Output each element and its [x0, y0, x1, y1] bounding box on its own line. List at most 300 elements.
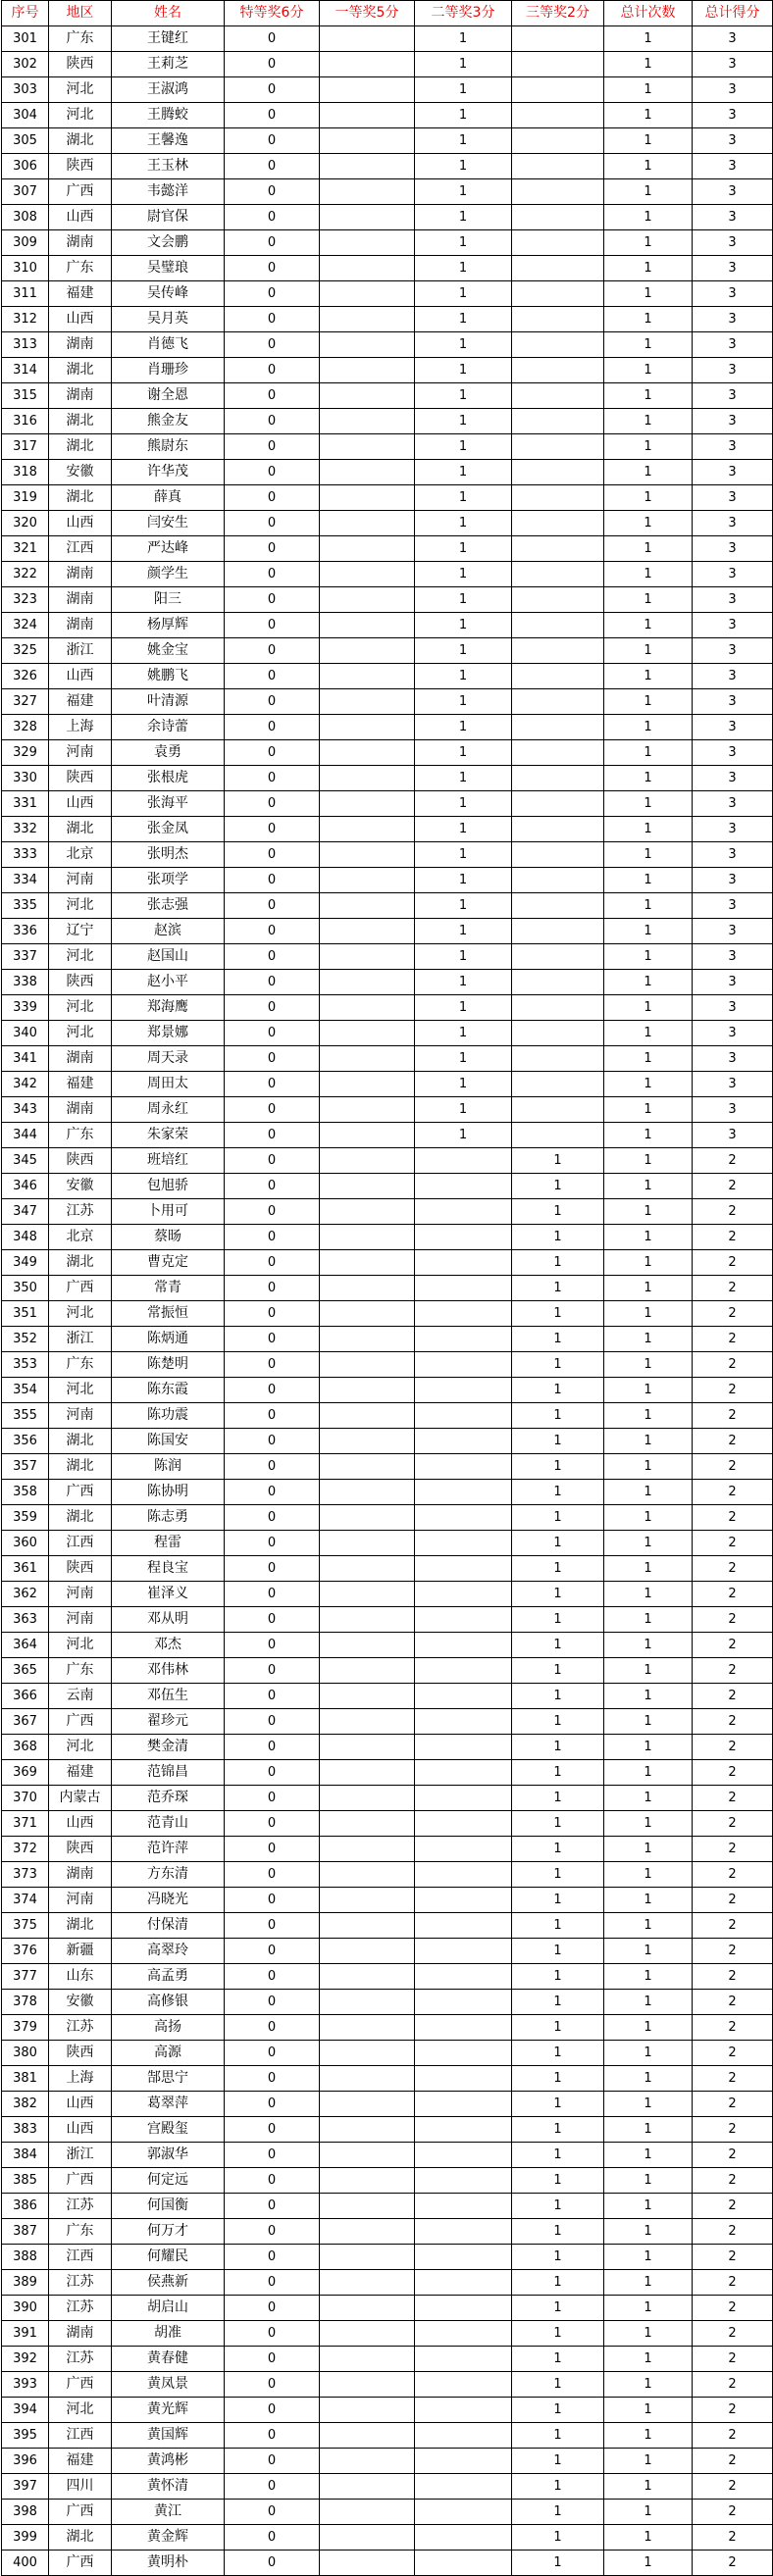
cell-total-count: 1 [604, 26, 693, 52]
cell-region: 北京 [49, 842, 112, 868]
cell-total-score: 3 [693, 842, 773, 868]
cell-first-prize [320, 1786, 415, 1811]
table-row [2, 1760, 773, 1786]
cell-region: 河南 [49, 1888, 112, 1913]
cell-total-score: 2 [693, 1862, 773, 1888]
cell-third-prize [512, 281, 604, 307]
cell-third-prize: 1 [512, 2398, 604, 2423]
table-row [2, 358, 773, 383]
cell-total-score: 3 [693, 817, 773, 842]
header-region: 地区 [49, 1, 112, 26]
cell-third-prize: 1 [512, 1658, 604, 1684]
cell-total-count: 1 [604, 2296, 693, 2321]
cell-special-prize: 0 [225, 154, 320, 179]
cell-third-prize: 1 [512, 1429, 604, 1454]
cell-second-prize [415, 2066, 512, 2092]
cell-total-count: 1 [604, 332, 693, 358]
cell-total-score: 3 [693, 766, 773, 791]
cell-first-prize [320, 1531, 415, 1556]
cell-first-prize [320, 1735, 415, 1760]
cell-special-prize: 0 [225, 562, 320, 587]
cell-total-count: 1 [604, 2270, 693, 2296]
cell-region: 江西 [49, 2245, 112, 2270]
cell-third-prize [512, 1097, 604, 1123]
cell-region: 广东 [49, 1123, 112, 1148]
cell-third-prize [512, 638, 604, 664]
cell-second-prize [415, 2117, 512, 2143]
cell-special-prize: 0 [225, 2449, 320, 2474]
cell-first-prize [320, 2143, 415, 2168]
cell-first-prize [320, 2398, 415, 2423]
cell-serial-number: 312 [2, 307, 49, 332]
table-row [2, 434, 773, 460]
cell-name: 邓伟林 [112, 1658, 225, 1684]
cell-total-score: 2 [693, 1607, 773, 1633]
cell-region: 河北 [49, 2398, 112, 2423]
cell-special-prize: 0 [225, 587, 320, 613]
cell-first-prize [320, 1148, 415, 1174]
cell-third-prize: 1 [512, 2219, 604, 2245]
cell-total-score: 3 [693, 128, 773, 154]
table-row [2, 1250, 773, 1276]
cell-total-score: 2 [693, 1276, 773, 1301]
cell-special-prize: 0 [225, 1913, 320, 1939]
cell-serial-number: 323 [2, 587, 49, 613]
cell-region: 山西 [49, 307, 112, 332]
cell-special-prize: 0 [225, 2398, 320, 2423]
cell-total-count: 1 [604, 1352, 693, 1378]
table-row [2, 2270, 773, 2296]
cell-special-prize: 0 [225, 995, 320, 1021]
cell-serial-number: 385 [2, 2168, 49, 2194]
cell-total-score: 3 [693, 230, 773, 256]
cell-third-prize [512, 766, 604, 791]
cell-serial-number: 397 [2, 2474, 49, 2500]
table-row [2, 766, 773, 791]
cell-first-prize [320, 1072, 415, 1097]
cell-total-count: 1 [604, 230, 693, 256]
cell-second-prize: 1 [415, 817, 512, 842]
cell-special-prize: 0 [225, 52, 320, 77]
cell-total-score: 3 [693, 358, 773, 383]
cell-special-prize: 0 [225, 893, 320, 919]
table-row [2, 1378, 773, 1403]
cell-special-prize: 0 [225, 715, 320, 740]
table-row [2, 1097, 773, 1123]
cell-second-prize: 1 [415, 842, 512, 868]
cell-serial-number: 400 [2, 2551, 49, 2576]
cell-first-prize [320, 358, 415, 383]
cell-total-score: 3 [693, 179, 773, 205]
cell-total-score: 2 [693, 2551, 773, 2576]
cell-region: 湖北 [49, 128, 112, 154]
cell-total-count: 1 [604, 638, 693, 664]
cell-serial-number: 331 [2, 791, 49, 817]
cell-special-prize: 0 [225, 766, 320, 791]
cell-total-count: 1 [604, 1888, 693, 1913]
cell-total-count: 1 [604, 409, 693, 434]
cell-region: 湖北 [49, 817, 112, 842]
cell-third-prize: 1 [512, 1531, 604, 1556]
cell-total-count: 1 [604, 740, 693, 766]
cell-second-prize: 1 [415, 613, 512, 638]
cell-third-prize: 1 [512, 2117, 604, 2143]
cell-serial-number: 393 [2, 2372, 49, 2398]
cell-third-prize: 1 [512, 2321, 604, 2347]
cell-third-prize: 1 [512, 2347, 604, 2372]
cell-third-prize: 1 [512, 2449, 604, 2474]
cell-third-prize [512, 842, 604, 868]
cell-third-prize: 1 [512, 1709, 604, 1735]
cell-name: 黄明朴 [112, 2551, 225, 2576]
cell-special-prize: 0 [225, 1837, 320, 1862]
cell-special-prize: 0 [225, 1301, 320, 1327]
cell-total-count: 1 [604, 1607, 693, 1633]
cell-total-score: 3 [693, 1046, 773, 1072]
cell-special-prize: 0 [225, 1225, 320, 1250]
cell-total-score: 2 [693, 2474, 773, 2500]
cell-total-count: 1 [604, 128, 693, 154]
header-row [2, 1, 773, 26]
cell-special-prize: 0 [225, 2270, 320, 2296]
cell-third-prize [512, 128, 604, 154]
table-row [2, 1633, 773, 1658]
cell-special-prize: 0 [225, 205, 320, 230]
cell-first-prize [320, 1607, 415, 1633]
cell-serial-number: 341 [2, 1046, 49, 1072]
cell-third-prize: 1 [512, 1913, 604, 1939]
cell-name: 闫安生 [112, 511, 225, 536]
table-row [2, 1480, 773, 1505]
table-row [2, 230, 773, 256]
cell-total-score: 3 [693, 995, 773, 1021]
cell-total-count: 1 [604, 2551, 693, 2576]
cell-special-prize: 0 [225, 77, 320, 103]
cell-first-prize [320, 485, 415, 511]
table-row [2, 1939, 773, 1964]
cell-first-prize [320, 256, 415, 281]
cell-total-count: 1 [604, 1250, 693, 1276]
cell-first-prize [320, 893, 415, 919]
cell-total-score: 2 [693, 2296, 773, 2321]
cell-second-prize: 1 [415, 562, 512, 587]
cell-second-prize [415, 2296, 512, 2321]
cell-special-prize: 0 [225, 409, 320, 434]
cell-special-prize: 0 [225, 1148, 320, 1174]
table-row [2, 893, 773, 919]
cell-region: 辽宁 [49, 919, 112, 944]
cell-third-prize [512, 1123, 604, 1148]
cell-name: 陈炳通 [112, 1327, 225, 1352]
table-row [2, 383, 773, 409]
cell-region: 湖南 [49, 1862, 112, 1888]
table-row [2, 1021, 773, 1046]
cell-serial-number: 357 [2, 1454, 49, 1480]
cell-region: 湖北 [49, 1429, 112, 1454]
cell-serial-number: 307 [2, 179, 49, 205]
cell-name: 王淑鸿 [112, 77, 225, 103]
cell-second-prize [415, 1174, 512, 1199]
cell-serial-number: 347 [2, 1199, 49, 1225]
cell-total-count: 1 [604, 1199, 693, 1225]
cell-serial-number: 389 [2, 2270, 49, 2296]
table-row [2, 2500, 773, 2525]
table-row [2, 868, 773, 893]
cell-third-prize [512, 613, 604, 638]
cell-second-prize: 1 [415, 868, 512, 893]
cell-total-count: 1 [604, 358, 693, 383]
cell-region: 江苏 [49, 2194, 112, 2219]
header-total-score: 总计得分 [693, 1, 773, 26]
cell-serial-number: 340 [2, 1021, 49, 1046]
cell-name: 胡准 [112, 2321, 225, 2347]
cell-region: 江苏 [49, 2270, 112, 2296]
cell-total-score: 3 [693, 613, 773, 638]
cell-third-prize: 1 [512, 2296, 604, 2321]
cell-total-score: 2 [693, 1709, 773, 1735]
cell-special-prize: 0 [225, 1684, 320, 1709]
cell-third-prize: 1 [512, 1327, 604, 1352]
cell-first-prize [320, 1939, 415, 1964]
cell-third-prize: 1 [512, 2015, 604, 2041]
cell-first-prize [320, 2551, 415, 2576]
cell-second-prize [415, 1352, 512, 1378]
cell-region: 湖南 [49, 613, 112, 638]
cell-third-prize: 1 [512, 1837, 604, 1862]
cell-total-count: 1 [604, 2398, 693, 2423]
cell-serial-number: 328 [2, 715, 49, 740]
cell-total-count: 1 [604, 715, 693, 740]
cell-serial-number: 339 [2, 995, 49, 1021]
cell-third-prize [512, 689, 604, 715]
cell-region: 河北 [49, 1301, 112, 1327]
cell-total-count: 1 [604, 919, 693, 944]
cell-total-score: 3 [693, 689, 773, 715]
table-row [2, 1658, 773, 1684]
cell-total-score: 2 [693, 1556, 773, 1582]
cell-serial-number: 387 [2, 2219, 49, 2245]
cell-region: 四川 [49, 2474, 112, 2500]
cell-total-score: 2 [693, 2321, 773, 2347]
cell-name: 王腾蛟 [112, 103, 225, 128]
cell-total-score: 2 [693, 2423, 773, 2449]
cell-second-prize: 1 [415, 26, 512, 52]
cell-serial-number: 311 [2, 281, 49, 307]
table-row [2, 562, 773, 587]
cell-region: 湖南 [49, 1046, 112, 1072]
cell-region: 陕西 [49, 1556, 112, 1582]
cell-first-prize [320, 26, 415, 52]
cell-region: 广东 [49, 26, 112, 52]
cell-total-count: 1 [604, 1531, 693, 1556]
cell-region: 湖南 [49, 332, 112, 358]
cell-total-score: 3 [693, 77, 773, 103]
cell-second-prize [415, 2398, 512, 2423]
cell-special-prize: 0 [225, 1276, 320, 1301]
table-row [2, 2015, 773, 2041]
cell-total-score: 2 [693, 1378, 773, 1403]
cell-second-prize [415, 2551, 512, 2576]
cell-first-prize [320, 536, 415, 562]
cell-serial-number: 384 [2, 2143, 49, 2168]
cell-special-prize: 0 [225, 2347, 320, 2372]
table-row [2, 1990, 773, 2015]
cell-region: 江苏 [49, 1199, 112, 1225]
cell-third-prize [512, 740, 604, 766]
cell-special-prize: 0 [225, 791, 320, 817]
cell-total-count: 1 [604, 434, 693, 460]
cell-second-prize [415, 2041, 512, 2066]
cell-third-prize: 1 [512, 1990, 604, 2015]
cell-total-count: 1 [604, 817, 693, 842]
table-row [2, 1684, 773, 1709]
cell-name: 张项学 [112, 868, 225, 893]
cell-third-prize: 1 [512, 2168, 604, 2194]
cell-region: 湖南 [49, 383, 112, 409]
cell-special-prize: 0 [225, 511, 320, 536]
cell-total-score: 3 [693, 791, 773, 817]
cell-region: 陕西 [49, 766, 112, 791]
cell-second-prize: 1 [415, 766, 512, 791]
table-row [2, 2372, 773, 2398]
cell-name: 方东清 [112, 1862, 225, 1888]
cell-serial-number: 320 [2, 511, 49, 536]
cell-name: 周田太 [112, 1072, 225, 1097]
cell-region: 福建 [49, 2449, 112, 2474]
cell-second-prize: 1 [415, 919, 512, 944]
cell-total-count: 1 [604, 1556, 693, 1582]
cell-region: 广西 [49, 179, 112, 205]
cell-total-count: 1 [604, 2117, 693, 2143]
cell-region: 河南 [49, 1607, 112, 1633]
cell-third-prize [512, 460, 604, 485]
cell-region: 山西 [49, 1811, 112, 1837]
cell-total-count: 1 [604, 2092, 693, 2117]
table-row [2, 1531, 773, 1556]
cell-third-prize: 1 [512, 2551, 604, 2576]
cell-name: 叶清源 [112, 689, 225, 715]
cell-special-prize: 0 [225, 358, 320, 383]
cell-total-count: 1 [604, 1582, 693, 1607]
cell-serial-number: 338 [2, 970, 49, 995]
cell-second-prize: 1 [415, 485, 512, 511]
cell-third-prize: 1 [512, 1633, 604, 1658]
cell-second-prize: 1 [415, 179, 512, 205]
cell-second-prize [415, 2245, 512, 2270]
cell-special-prize: 0 [225, 638, 320, 664]
cell-special-prize: 0 [225, 2219, 320, 2245]
cell-second-prize [415, 1301, 512, 1327]
cell-name: 余诗蕾 [112, 715, 225, 740]
cell-serial-number: 330 [2, 766, 49, 791]
table-row [2, 2449, 773, 2474]
cell-second-prize [415, 2194, 512, 2219]
cell-name: 肖珊珍 [112, 358, 225, 383]
cell-first-prize [320, 1684, 415, 1709]
table-row [2, 1837, 773, 1862]
cell-third-prize: 1 [512, 1888, 604, 1913]
table-row [2, 1811, 773, 1837]
cell-special-prize: 0 [225, 1097, 320, 1123]
cell-third-prize [512, 791, 604, 817]
cell-total-score: 2 [693, 1811, 773, 1837]
cell-total-score: 2 [693, 1990, 773, 2015]
cell-total-count: 1 [604, 1480, 693, 1505]
table-row [2, 1735, 773, 1760]
cell-region: 湖南 [49, 2321, 112, 2347]
table-row [2, 817, 773, 842]
cell-special-prize: 0 [225, 536, 320, 562]
cell-region: 湖北 [49, 1454, 112, 1480]
cell-serial-number: 308 [2, 205, 49, 230]
cell-name: 赵小平 [112, 970, 225, 995]
cell-special-prize: 0 [225, 332, 320, 358]
cell-serial-number: 379 [2, 2015, 49, 2041]
cell-third-prize [512, 358, 604, 383]
cell-third-prize: 1 [512, 1301, 604, 1327]
cell-name: 黄鸿彬 [112, 2449, 225, 2474]
cell-total-score: 3 [693, 307, 773, 332]
cell-total-score: 3 [693, 281, 773, 307]
cell-region: 江西 [49, 2423, 112, 2449]
cell-second-prize [415, 1505, 512, 1531]
table-row [2, 1123, 773, 1148]
cell-total-count: 1 [604, 2143, 693, 2168]
cell-total-score: 2 [693, 1633, 773, 1658]
cell-region: 河北 [49, 995, 112, 1021]
table-row [2, 536, 773, 562]
cell-second-prize: 1 [415, 409, 512, 434]
cell-total-count: 1 [604, 256, 693, 281]
cell-third-prize [512, 52, 604, 77]
cell-third-prize: 1 [512, 1378, 604, 1403]
cell-special-prize: 0 [225, 2143, 320, 2168]
cell-second-prize: 1 [415, 128, 512, 154]
cell-region: 河北 [49, 1633, 112, 1658]
cell-name: 范锦昌 [112, 1760, 225, 1786]
cell-first-prize [320, 1990, 415, 2015]
cell-second-prize [415, 1403, 512, 1429]
cell-name: 韦懿洋 [112, 179, 225, 205]
cell-second-prize [415, 2015, 512, 2041]
cell-name: 胡启山 [112, 2296, 225, 2321]
cell-serial-number: 334 [2, 868, 49, 893]
cell-region: 山西 [49, 205, 112, 230]
cell-serial-number: 362 [2, 1582, 49, 1607]
cell-total-count: 1 [604, 1786, 693, 1811]
cell-serial-number: 369 [2, 1760, 49, 1786]
cell-first-prize [320, 1097, 415, 1123]
cell-name: 卜用可 [112, 1199, 225, 1225]
cell-second-prize [415, 1888, 512, 1913]
cell-special-prize: 0 [225, 1123, 320, 1148]
cell-third-prize: 1 [512, 1276, 604, 1301]
cell-total-score: 2 [693, 1199, 773, 1225]
cell-total-count: 1 [604, 1964, 693, 1990]
cell-third-prize [512, 179, 604, 205]
cell-third-prize: 1 [512, 2500, 604, 2525]
cell-special-prize: 0 [225, 1454, 320, 1480]
table-row [2, 2194, 773, 2219]
cell-region: 湖北 [49, 434, 112, 460]
cell-special-prize: 0 [225, 485, 320, 511]
cell-name: 黄国辉 [112, 2423, 225, 2449]
cell-first-prize [320, 587, 415, 613]
cell-first-prize [320, 154, 415, 179]
cell-serial-number: 382 [2, 2092, 49, 2117]
cell-first-prize [320, 2092, 415, 2117]
cell-region: 河北 [49, 1735, 112, 1760]
